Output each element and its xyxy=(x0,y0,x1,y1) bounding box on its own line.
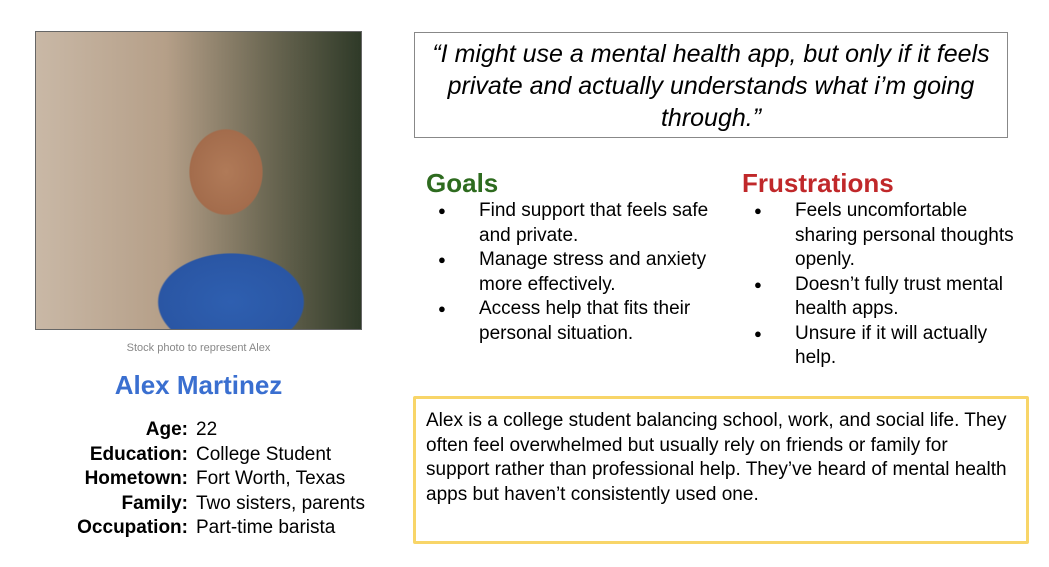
goal-item: ● Find support that feels safe and private. xyxy=(426,199,716,248)
fact-value: 22 xyxy=(196,419,218,440)
goal-item: ● Access help that fits their personal situation. xyxy=(426,297,716,346)
goal-item: ● Manage stress and anxiety more effectively. xyxy=(426,248,716,297)
frustrations-heading: Frustrations xyxy=(742,168,894,198)
fact-value: Fort Worth, Texas xyxy=(196,468,346,489)
fact-label: Hometown: xyxy=(84,468,188,489)
fact-occupation xyxy=(40,516,365,541)
frustration-item: ● Unsure if it will actually help. xyxy=(742,322,1032,371)
photo-caption: Stock photo to represent Alex xyxy=(126,342,271,354)
fact-value: Part-time barista xyxy=(196,517,336,538)
fact-hometown xyxy=(40,467,365,492)
goals-heading: Goals xyxy=(426,168,499,198)
persona-name: Alex Martinez xyxy=(114,370,283,400)
fact-label: Education: xyxy=(89,443,188,465)
fact-age xyxy=(40,418,365,443)
persona-bio: Alex is a college student balancing school, work, and social life. They often feel overwhelmed but usually rely on friends or family for support rather than professional help. They’ve heard of mental health apps but haven’t consistently used one. xyxy=(413,396,1029,544)
fact-value: College Student xyxy=(196,443,332,465)
frustration-item: ● Doesn’t fully trust mental health apps. xyxy=(742,273,1032,322)
frustration-item: ● Feels uncomfortable sharing personal thoughts openly. xyxy=(742,199,1032,273)
persona-quote: “I might use a mental health app, but only if it feels private and actually understands what i’m going through.” xyxy=(414,32,1008,138)
frustrations-section xyxy=(742,168,1032,371)
fact-label: Family: xyxy=(121,492,188,514)
fact-value: Two sisters, parents xyxy=(196,492,365,514)
goals-section xyxy=(426,168,716,346)
fact-family xyxy=(40,492,365,517)
fact-label: Age: xyxy=(145,419,188,440)
fact-label: Occupation: xyxy=(77,517,188,538)
persona-facts xyxy=(40,418,365,541)
fact-education xyxy=(40,443,365,468)
persona-photo xyxy=(35,31,362,330)
